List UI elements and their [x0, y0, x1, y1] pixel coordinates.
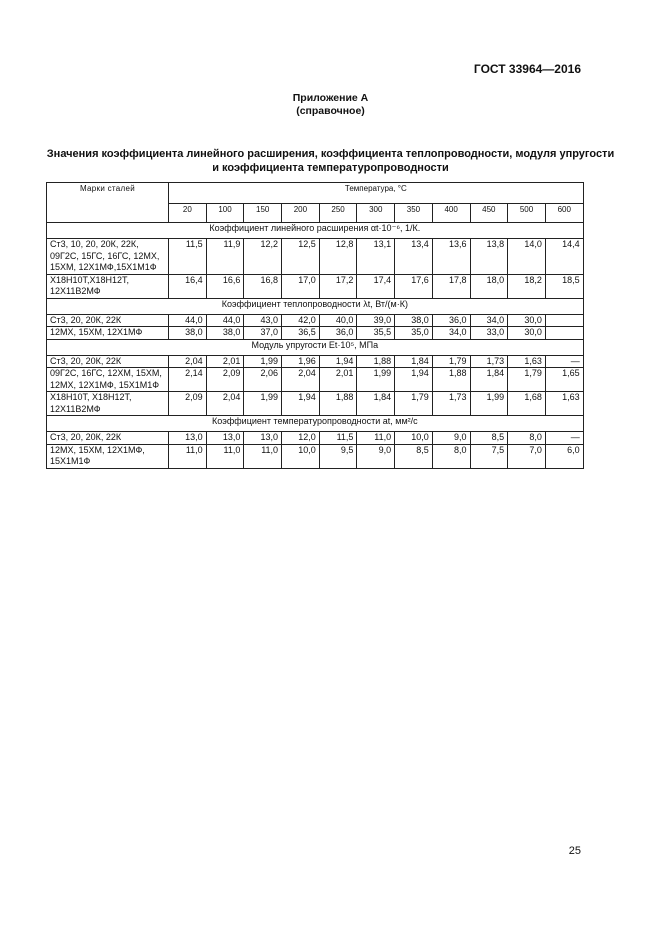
value-cell: 9,5	[319, 444, 357, 468]
table-row	[47, 432, 584, 445]
section-header-row	[47, 416, 584, 432]
value-cell: 17,4	[357, 274, 395, 298]
value-cell	[545, 314, 583, 327]
value-cell: 1,99	[470, 392, 508, 416]
table-row	[47, 327, 584, 340]
value-cell: 11,0	[169, 444, 207, 468]
value-cell: 12,5	[282, 239, 320, 275]
column-header-temperature: Температура, °С	[169, 183, 584, 204]
value-cell: 17,6	[395, 274, 433, 298]
value-cell: 17,2	[319, 274, 357, 298]
value-cell: 36,0	[432, 314, 470, 327]
value-cell: 13,0	[244, 432, 282, 445]
value-cell: 1,84	[395, 355, 433, 368]
temperature-cell: 100	[206, 204, 244, 223]
temperature-cell: 350	[395, 204, 433, 223]
value-cell: 11,0	[244, 444, 282, 468]
value-cell: 2,09	[169, 392, 207, 416]
table-row	[47, 444, 584, 468]
temperature-cell: 600	[545, 204, 583, 223]
value-cell: 34,0	[432, 327, 470, 340]
value-cell: 1,79	[508, 368, 546, 392]
steel-grade-cell: 12МХ, 15ХМ, 12Х1МФ	[47, 327, 169, 340]
steel-grade-cell: Х18Н10Т,Х18Н12Т, 12Х11В2МФ	[47, 274, 169, 298]
table-row	[47, 239, 584, 275]
steel-grade-cell: Х18Н10Т, Х18Н12Т, 12Х11В2МФ	[47, 392, 169, 416]
value-cell: 11,0	[357, 432, 395, 445]
value-cell: 14,4	[545, 239, 583, 275]
value-cell: 1,88	[432, 368, 470, 392]
value-cell: 18,0	[470, 274, 508, 298]
value-cell: 1,94	[282, 392, 320, 416]
value-cell: 2,01	[206, 355, 244, 368]
value-cell: 10,0	[395, 432, 433, 445]
steel-grade-cell: 09Г2С, 16ГС, 12ХМ, 15ХМ, 12МХ, 12Х1МФ, 15Х1М1Ф	[47, 368, 169, 392]
header-row	[47, 183, 584, 204]
section-title: Коэффициент теплопроводности λt, Вт/(м·К)	[47, 298, 584, 314]
value-cell: 1,99	[244, 355, 282, 368]
value-cell: 2,04	[169, 355, 207, 368]
value-cell: 17,0	[282, 274, 320, 298]
value-cell: 7,0	[508, 444, 546, 468]
value-cell: 11,0	[206, 444, 244, 468]
value-cell: 2,09	[206, 368, 244, 392]
value-cell: 1,88	[357, 355, 395, 368]
value-cell: 7,5	[470, 444, 508, 468]
temperature-cell: 250	[319, 204, 357, 223]
value-cell: 43,0	[244, 314, 282, 327]
page-number: 25	[568, 845, 581, 857]
steel-grade-cell: Ст3, 20, 20К, 22К	[47, 432, 169, 445]
value-cell: 1,68	[508, 392, 546, 416]
value-cell: 12,8	[319, 239, 357, 275]
value-cell: 1,79	[395, 392, 433, 416]
value-cell: 1,99	[244, 392, 282, 416]
standard-number: ГОСТ 33964—2016	[473, 62, 581, 76]
value-cell: 1,94	[395, 368, 433, 392]
temperature-cell: 400	[432, 204, 470, 223]
value-cell: 1,99	[357, 368, 395, 392]
steel-grade-cell: Ст3, 10, 20, 20К, 22К, 09Г2С, 15ГС, 16ГС, 12МХ, 15ХМ, 12Х1МФ,15Х1М1Ф	[47, 239, 169, 275]
value-cell: 1,84	[470, 368, 508, 392]
value-cell: 1,84	[357, 392, 395, 416]
temperature-cell: 150	[244, 204, 282, 223]
steel-grade-cell: Ст3, 20, 20К, 22К	[47, 314, 169, 327]
temperature-cell: 450	[470, 204, 508, 223]
value-cell: 35,5	[357, 327, 395, 340]
value-cell: 39,0	[357, 314, 395, 327]
value-cell: 8,5	[470, 432, 508, 445]
value-cell: 34,0	[470, 314, 508, 327]
value-cell: 36,5	[282, 327, 320, 340]
value-cell: 2,01	[319, 368, 357, 392]
value-cell: 33,0	[470, 327, 508, 340]
appendix-title: Приложение А	[292, 92, 369, 104]
value-cell: 38,0	[206, 327, 244, 340]
value-cell: —	[545, 355, 583, 368]
column-header-steel-grades: Марки сталей	[47, 183, 169, 223]
value-cell: 30,0	[508, 314, 546, 327]
value-cell: 1,88	[319, 392, 357, 416]
value-cell: 2,04	[282, 368, 320, 392]
value-cell: 8,0	[432, 444, 470, 468]
value-cell: 1,96	[282, 355, 320, 368]
properties-table	[46, 182, 584, 469]
value-cell: 38,0	[169, 327, 207, 340]
value-cell: 37,0	[244, 327, 282, 340]
value-cell: 1,63	[508, 355, 546, 368]
value-cell	[545, 327, 583, 340]
section-title: Коэффициент температуропроводности at, мм²/с	[47, 416, 584, 432]
value-cell: 16,6	[206, 274, 244, 298]
section-header-row	[47, 339, 584, 355]
value-cell: 11,5	[319, 432, 357, 445]
value-cell: 8,0	[508, 432, 546, 445]
table-row	[47, 392, 584, 416]
value-cell: 1,73	[432, 392, 470, 416]
value-cell: 16,4	[169, 274, 207, 298]
value-cell: 12,0	[282, 432, 320, 445]
table-row	[47, 274, 584, 298]
value-cell: 13,0	[206, 432, 244, 445]
table-row	[47, 368, 584, 392]
value-cell: 2,04	[206, 392, 244, 416]
value-cell: 42,0	[282, 314, 320, 327]
value-cell: 18,2	[508, 274, 546, 298]
value-cell: 9,0	[432, 432, 470, 445]
value-cell: 44,0	[169, 314, 207, 327]
temperature-cell: 200	[282, 204, 320, 223]
temperature-cell: 300	[357, 204, 395, 223]
value-cell: 18,5	[545, 274, 583, 298]
value-cell: 8,5	[395, 444, 433, 468]
value-cell: 13,4	[395, 239, 433, 275]
value-cell: 35,0	[395, 327, 433, 340]
value-cell: 2,14	[169, 368, 207, 392]
appendix-type: (справочное)	[296, 105, 365, 117]
steel-grade-cell: 12МХ, 15ХМ, 12Х1МФ, 15Х1М1Ф	[47, 444, 169, 468]
value-cell: 44,0	[206, 314, 244, 327]
value-cell: 40,0	[319, 314, 357, 327]
value-cell: 1,65	[545, 368, 583, 392]
value-cell: 9,0	[357, 444, 395, 468]
value-cell: 13,0	[169, 432, 207, 445]
section-title: Модуль упругости Et·10⁵, МПа	[47, 339, 584, 355]
table-row	[47, 355, 584, 368]
value-cell: 13,8	[470, 239, 508, 275]
value-cell: 1,73	[470, 355, 508, 368]
table-row	[47, 314, 584, 327]
temperature-cell: 20	[169, 204, 207, 223]
temperature-cell: 500	[508, 204, 546, 223]
value-cell: 1,63	[545, 392, 583, 416]
value-cell: —	[545, 432, 583, 445]
value-cell: 11,5	[169, 239, 207, 275]
value-cell: 1,94	[319, 355, 357, 368]
section-header-row	[47, 223, 584, 239]
value-cell: 12,2	[244, 239, 282, 275]
section-header-row	[47, 298, 584, 314]
value-cell: 1,79	[432, 355, 470, 368]
appendix-heading	[0, 92, 661, 118]
value-cell: 13,1	[357, 239, 395, 275]
value-cell: 30,0	[508, 327, 546, 340]
value-cell: 38,0	[395, 314, 433, 327]
section-title: Коэффициент линейного расширения αt·10⁻⁶, 1/К.	[47, 223, 584, 239]
document-title: Значения коэффициента линейного расширения, коэффициента теплопроводности, модуля упругости и коэффициента температуропроводности	[46, 148, 615, 174]
value-cell: 13,6	[432, 239, 470, 275]
value-cell: 17,8	[432, 274, 470, 298]
value-cell: 2,06	[244, 368, 282, 392]
value-cell: 36,0	[319, 327, 357, 340]
value-cell: 16,8	[244, 274, 282, 298]
value-cell: 11,9	[206, 239, 244, 275]
value-cell: 14,0	[508, 239, 546, 275]
value-cell: 6,0	[545, 444, 583, 468]
value-cell: 10,0	[282, 444, 320, 468]
steel-grade-cell: Ст3, 20, 20К, 22К	[47, 355, 169, 368]
